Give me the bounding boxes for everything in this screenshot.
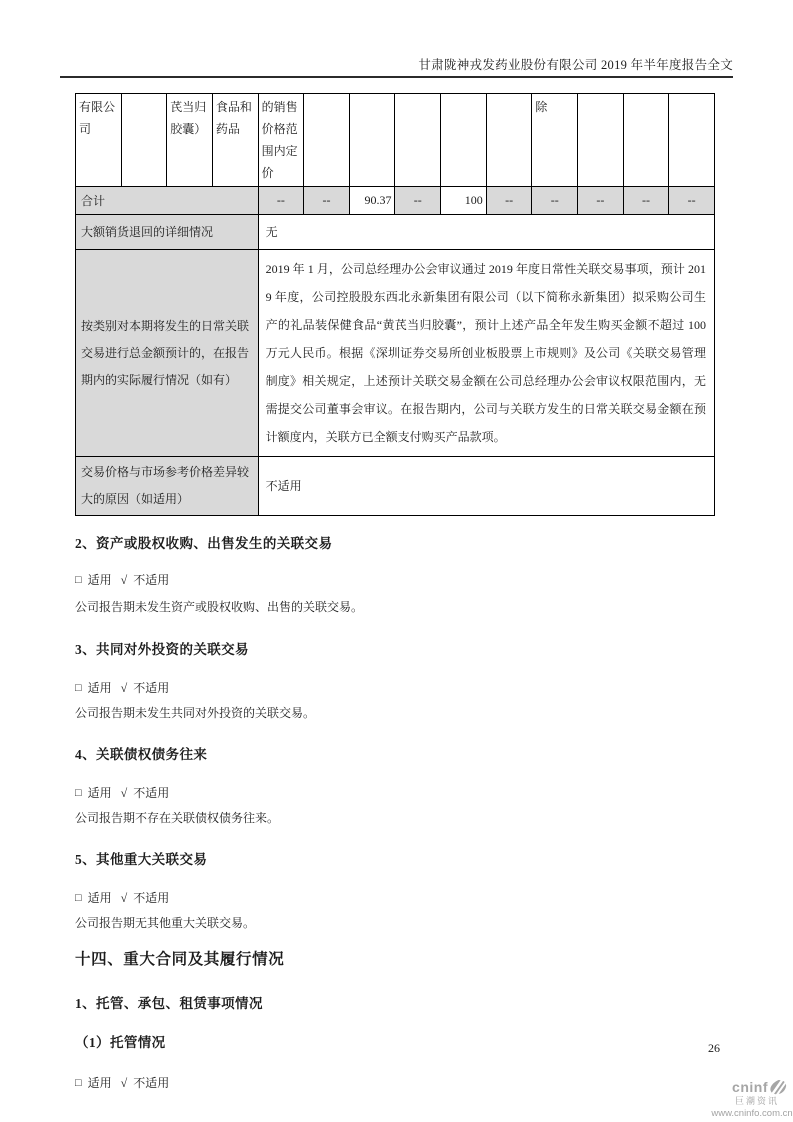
total-value-cell: -- [532, 187, 578, 215]
row-label: 交易价格与市场参考价格差异较大的原因（如适用） [76, 457, 259, 516]
checkbox-unchecked-icon: □ [75, 892, 82, 904]
cninfo-logo [713, 1079, 791, 1119]
applicability-line [75, 786, 715, 801]
applicable-label: 适用 [87, 573, 112, 587]
section-body: 公司报告期未发生共同对外投资的关联交易。 [75, 706, 316, 720]
cninfo-swirl-icon [770, 1080, 787, 1095]
table-header-cell: 芪当归胶囊） [167, 94, 213, 187]
check-icon: √ [120, 786, 128, 800]
not-applicable-label: 不适用 [133, 786, 170, 800]
cninfo-logo-row [732, 1079, 787, 1095]
table-header-cell [578, 94, 624, 187]
table-header-cell: 的销售价格范围内定价 [258, 94, 304, 187]
table-header-cell [395, 94, 441, 187]
check-icon: √ [120, 891, 128, 905]
table-header-cell: 有限公司 [76, 94, 122, 187]
table-header-cell [121, 94, 167, 187]
table-total-row [76, 187, 715, 215]
applicability-line [75, 573, 715, 588]
row-content: 不适用 [258, 457, 714, 516]
section-body: 公司报告期不存在关联债权债务往来。 [75, 811, 280, 825]
table-row [76, 215, 715, 250]
table-row [76, 457, 715, 516]
section-body: 公司报告期无其他重大关联交易。 [75, 916, 256, 930]
checkbox-unchecked-icon: □ [75, 1077, 82, 1089]
total-value-cell: -- [304, 187, 350, 215]
row-content: 无 [258, 215, 714, 250]
table-header-cell [623, 94, 669, 187]
not-applicable-label: 不适用 [133, 1076, 170, 1090]
total-value-cell: -- [623, 187, 669, 215]
chapter-sub-sub-heading: （1）托管情况 [75, 1035, 166, 1050]
section-heading: 3、共同对外投资的关联交易 [75, 642, 249, 657]
checkbox-unchecked-icon: □ [75, 574, 82, 586]
checkbox-unchecked-icon: □ [75, 787, 82, 799]
running-header-title: 甘肃陇神戎发药业股份有限公司 2019 年半年度报告全文 [418, 58, 733, 72]
table-header-cell: 除 [532, 94, 578, 187]
total-value-cell: -- [258, 187, 304, 215]
section-body: 公司报告期未发生资产或股权收购、出售的关联交易。 [75, 600, 364, 614]
check-icon: √ [120, 573, 128, 587]
cninfo-chinese-name: 巨潮资讯 [734, 1096, 779, 1106]
page-number: 26 [708, 1041, 720, 1055]
not-applicable-label: 不适用 [133, 681, 170, 695]
total-value-cell: -- [669, 187, 715, 215]
check-icon: √ [120, 1076, 128, 1090]
header-divider [60, 76, 733, 78]
section-heading: 5、其他重大关联交易 [75, 852, 208, 867]
total-row-label: 合计 [76, 187, 259, 215]
chapter-heading: 十四、重大合同及其履行情况 [75, 951, 285, 968]
section-heading: 2、资产或股权收购、出售发生的关联交易 [75, 536, 333, 551]
cninfo-url: www.cninfo.com.cn [711, 1108, 793, 1119]
check-icon: √ [120, 681, 128, 695]
applicability-line [75, 891, 715, 906]
total-value-cell: -- [578, 187, 624, 215]
row-label: 按类别对本期将发生的日常关联交易进行总金额预计的，在报告期内的实际履行情况（如有） [76, 250, 259, 457]
table-header-cell [441, 94, 487, 187]
table-header-cell: 食品和药品 [212, 94, 258, 187]
row-label: 大额销货退回的详细情况 [76, 215, 259, 250]
total-value-cell: -- [395, 187, 441, 215]
applicability-line [75, 1076, 715, 1091]
table-header-cell [349, 94, 395, 187]
applicable-label: 适用 [87, 1076, 112, 1090]
page-content [75, 93, 715, 1091]
table-row [76, 94, 715, 187]
table-header-cell [669, 94, 715, 187]
section-heading: 4、关联债权债务往来 [75, 747, 208, 762]
table-row [76, 250, 715, 457]
total-value-cell: -- [486, 187, 532, 215]
applicable-label: 适用 [87, 786, 112, 800]
not-applicable-label: 不适用 [133, 891, 170, 905]
applicable-label: 适用 [87, 681, 112, 695]
total-value-cell: 90.37 [349, 187, 395, 215]
cninfo-brand-text: cninf [732, 1079, 768, 1095]
related-party-transactions-table [75, 93, 715, 516]
applicability-line [75, 681, 715, 696]
table-header-cell [486, 94, 532, 187]
table-header-cell [304, 94, 350, 187]
not-applicable-label: 不适用 [133, 573, 170, 587]
checkbox-unchecked-icon: □ [75, 682, 82, 694]
chapter-sub-heading: 1、托管、承包、租赁事项情况 [75, 996, 263, 1011]
total-value-cell: 100 [441, 187, 487, 215]
row-content: 2019 年 1 月，公司总经理办公会审议通过 2019 年度日常性关联交易事项，预计 2019 年度，公司控股股东西北永新集团有限公司（以下简称永新集团）拟采购公司生产的礼品装保健食品“黄芪当归胶囊”，预计上述产品全年发生购买金额不超过 100 万元人民币。根据《深圳证券交易所创业板股票上市规则》及公司《关联交易管理制度》相关规定，上述预计关联交易金额在公司总经理办公会审议权限范围内，无需提交公司董事会审议。在报告期内，公司与关联方发生的日常关联交易金额在预计额度内，关联方已全额支付购买产品款项。 [258, 250, 714, 457]
applicable-label: 适用 [87, 891, 112, 905]
